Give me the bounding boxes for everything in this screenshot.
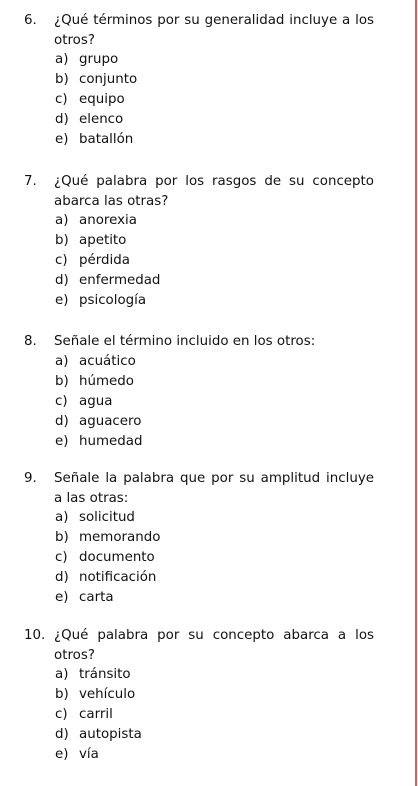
option-b xyxy=(55,528,374,548)
option-c xyxy=(55,251,374,271)
option-letter: a) xyxy=(55,667,69,682)
options-list xyxy=(24,665,374,765)
question-number: 6. xyxy=(24,13,37,28)
option-letter: c) xyxy=(55,550,68,565)
option-text: carta xyxy=(79,590,114,605)
question-6 xyxy=(24,11,374,150)
option-text: vehículo xyxy=(79,687,136,702)
option-letter: b) xyxy=(55,72,69,87)
option-text: pérdida xyxy=(79,253,130,268)
option-e xyxy=(55,588,374,608)
option-letter: c) xyxy=(55,253,68,268)
option-letter: e) xyxy=(55,293,69,308)
option-d xyxy=(55,725,374,745)
question-stem xyxy=(24,626,374,665)
option-a xyxy=(55,352,374,372)
option-letter: e) xyxy=(55,433,69,449)
options-list xyxy=(24,211,374,311)
option-letter: d) xyxy=(55,273,69,288)
option-text: notificación xyxy=(79,570,157,585)
option-b xyxy=(55,70,374,90)
question-9 xyxy=(24,469,374,608)
option-letter: b) xyxy=(55,530,69,545)
options-list xyxy=(24,352,374,452)
option-letter: e) xyxy=(55,747,69,762)
option-text: acuático xyxy=(79,353,136,369)
option-e xyxy=(55,291,374,311)
option-letter: d) xyxy=(55,727,69,742)
question-text: Señale la palabra que por su amplitud incluye a las otras: xyxy=(54,471,374,506)
page-margin-line xyxy=(415,0,417,786)
option-text: húmedo xyxy=(79,373,134,389)
option-b xyxy=(55,685,374,705)
option-a xyxy=(55,211,374,231)
option-text: grupo xyxy=(79,52,119,67)
question-10 xyxy=(24,626,374,765)
question-text: Señale el término incluido en los otros: xyxy=(54,334,316,349)
option-letter: b) xyxy=(55,687,69,702)
option-letter: c) xyxy=(55,707,68,722)
question-8 xyxy=(24,332,374,452)
question-stem xyxy=(24,469,374,508)
question-text: ¿Qué palabra por su concepto abarca a los otros? xyxy=(54,628,374,663)
option-text: aguacero xyxy=(79,413,142,429)
option-b xyxy=(55,231,374,251)
option-text: enfermedad xyxy=(79,273,161,288)
option-letter: e) xyxy=(55,590,69,605)
option-c xyxy=(55,548,374,568)
option-c xyxy=(55,705,374,725)
option-a xyxy=(55,665,374,685)
option-e xyxy=(55,745,374,765)
option-letter: b) xyxy=(55,233,69,248)
option-c xyxy=(55,90,374,110)
question-number: 8. xyxy=(24,334,37,349)
question-text: ¿Qué palabra por los rasgos de su concepto abarca las otras? xyxy=(54,174,374,209)
options-list xyxy=(24,508,374,608)
option-text: memorando xyxy=(79,530,161,545)
option-e xyxy=(55,130,374,150)
option-d xyxy=(55,110,374,130)
option-e xyxy=(55,432,374,452)
option-d xyxy=(55,568,374,588)
option-text: solicitud xyxy=(79,510,135,525)
option-text: agua xyxy=(79,393,113,409)
option-letter: e) xyxy=(55,132,69,147)
option-text: batallón xyxy=(79,132,134,147)
option-letter: a) xyxy=(55,353,69,369)
option-text: elenco xyxy=(79,112,124,127)
option-text: anorexia xyxy=(79,213,137,228)
option-text: psicología xyxy=(79,293,147,308)
option-letter: a) xyxy=(55,213,69,228)
option-text: conjunto xyxy=(79,72,138,87)
option-letter: d) xyxy=(55,570,69,585)
option-letter: c) xyxy=(55,393,68,409)
option-letter: d) xyxy=(55,413,69,429)
question-7 xyxy=(24,172,374,311)
question-number: 10. xyxy=(24,628,46,643)
option-text: autopista xyxy=(79,727,142,742)
option-letter: c) xyxy=(55,92,68,107)
option-text: apetito xyxy=(79,233,127,248)
question-stem xyxy=(24,332,374,352)
option-text: documento xyxy=(79,550,155,565)
option-a xyxy=(55,508,374,528)
option-d xyxy=(55,271,374,291)
option-letter: b) xyxy=(55,373,69,389)
options-list xyxy=(24,50,374,150)
option-a xyxy=(55,50,374,70)
question-text: ¿Qué términos por su generalidad incluye a los otros? xyxy=(54,13,374,48)
option-text: equipo xyxy=(79,92,125,107)
option-letter: a) xyxy=(55,52,69,67)
question-number: 9. xyxy=(24,471,37,486)
option-letter: d) xyxy=(55,112,69,127)
option-text: vía xyxy=(79,747,99,762)
option-d xyxy=(55,412,374,432)
option-text: carril xyxy=(79,707,113,722)
option-b xyxy=(55,372,374,392)
question-number: 7. xyxy=(24,174,37,189)
option-c xyxy=(55,392,374,412)
option-text: humedad xyxy=(79,433,143,449)
option-text: tránsito xyxy=(79,667,131,682)
question-stem xyxy=(24,172,374,211)
option-letter: a) xyxy=(55,510,69,525)
question-stem xyxy=(24,11,374,50)
